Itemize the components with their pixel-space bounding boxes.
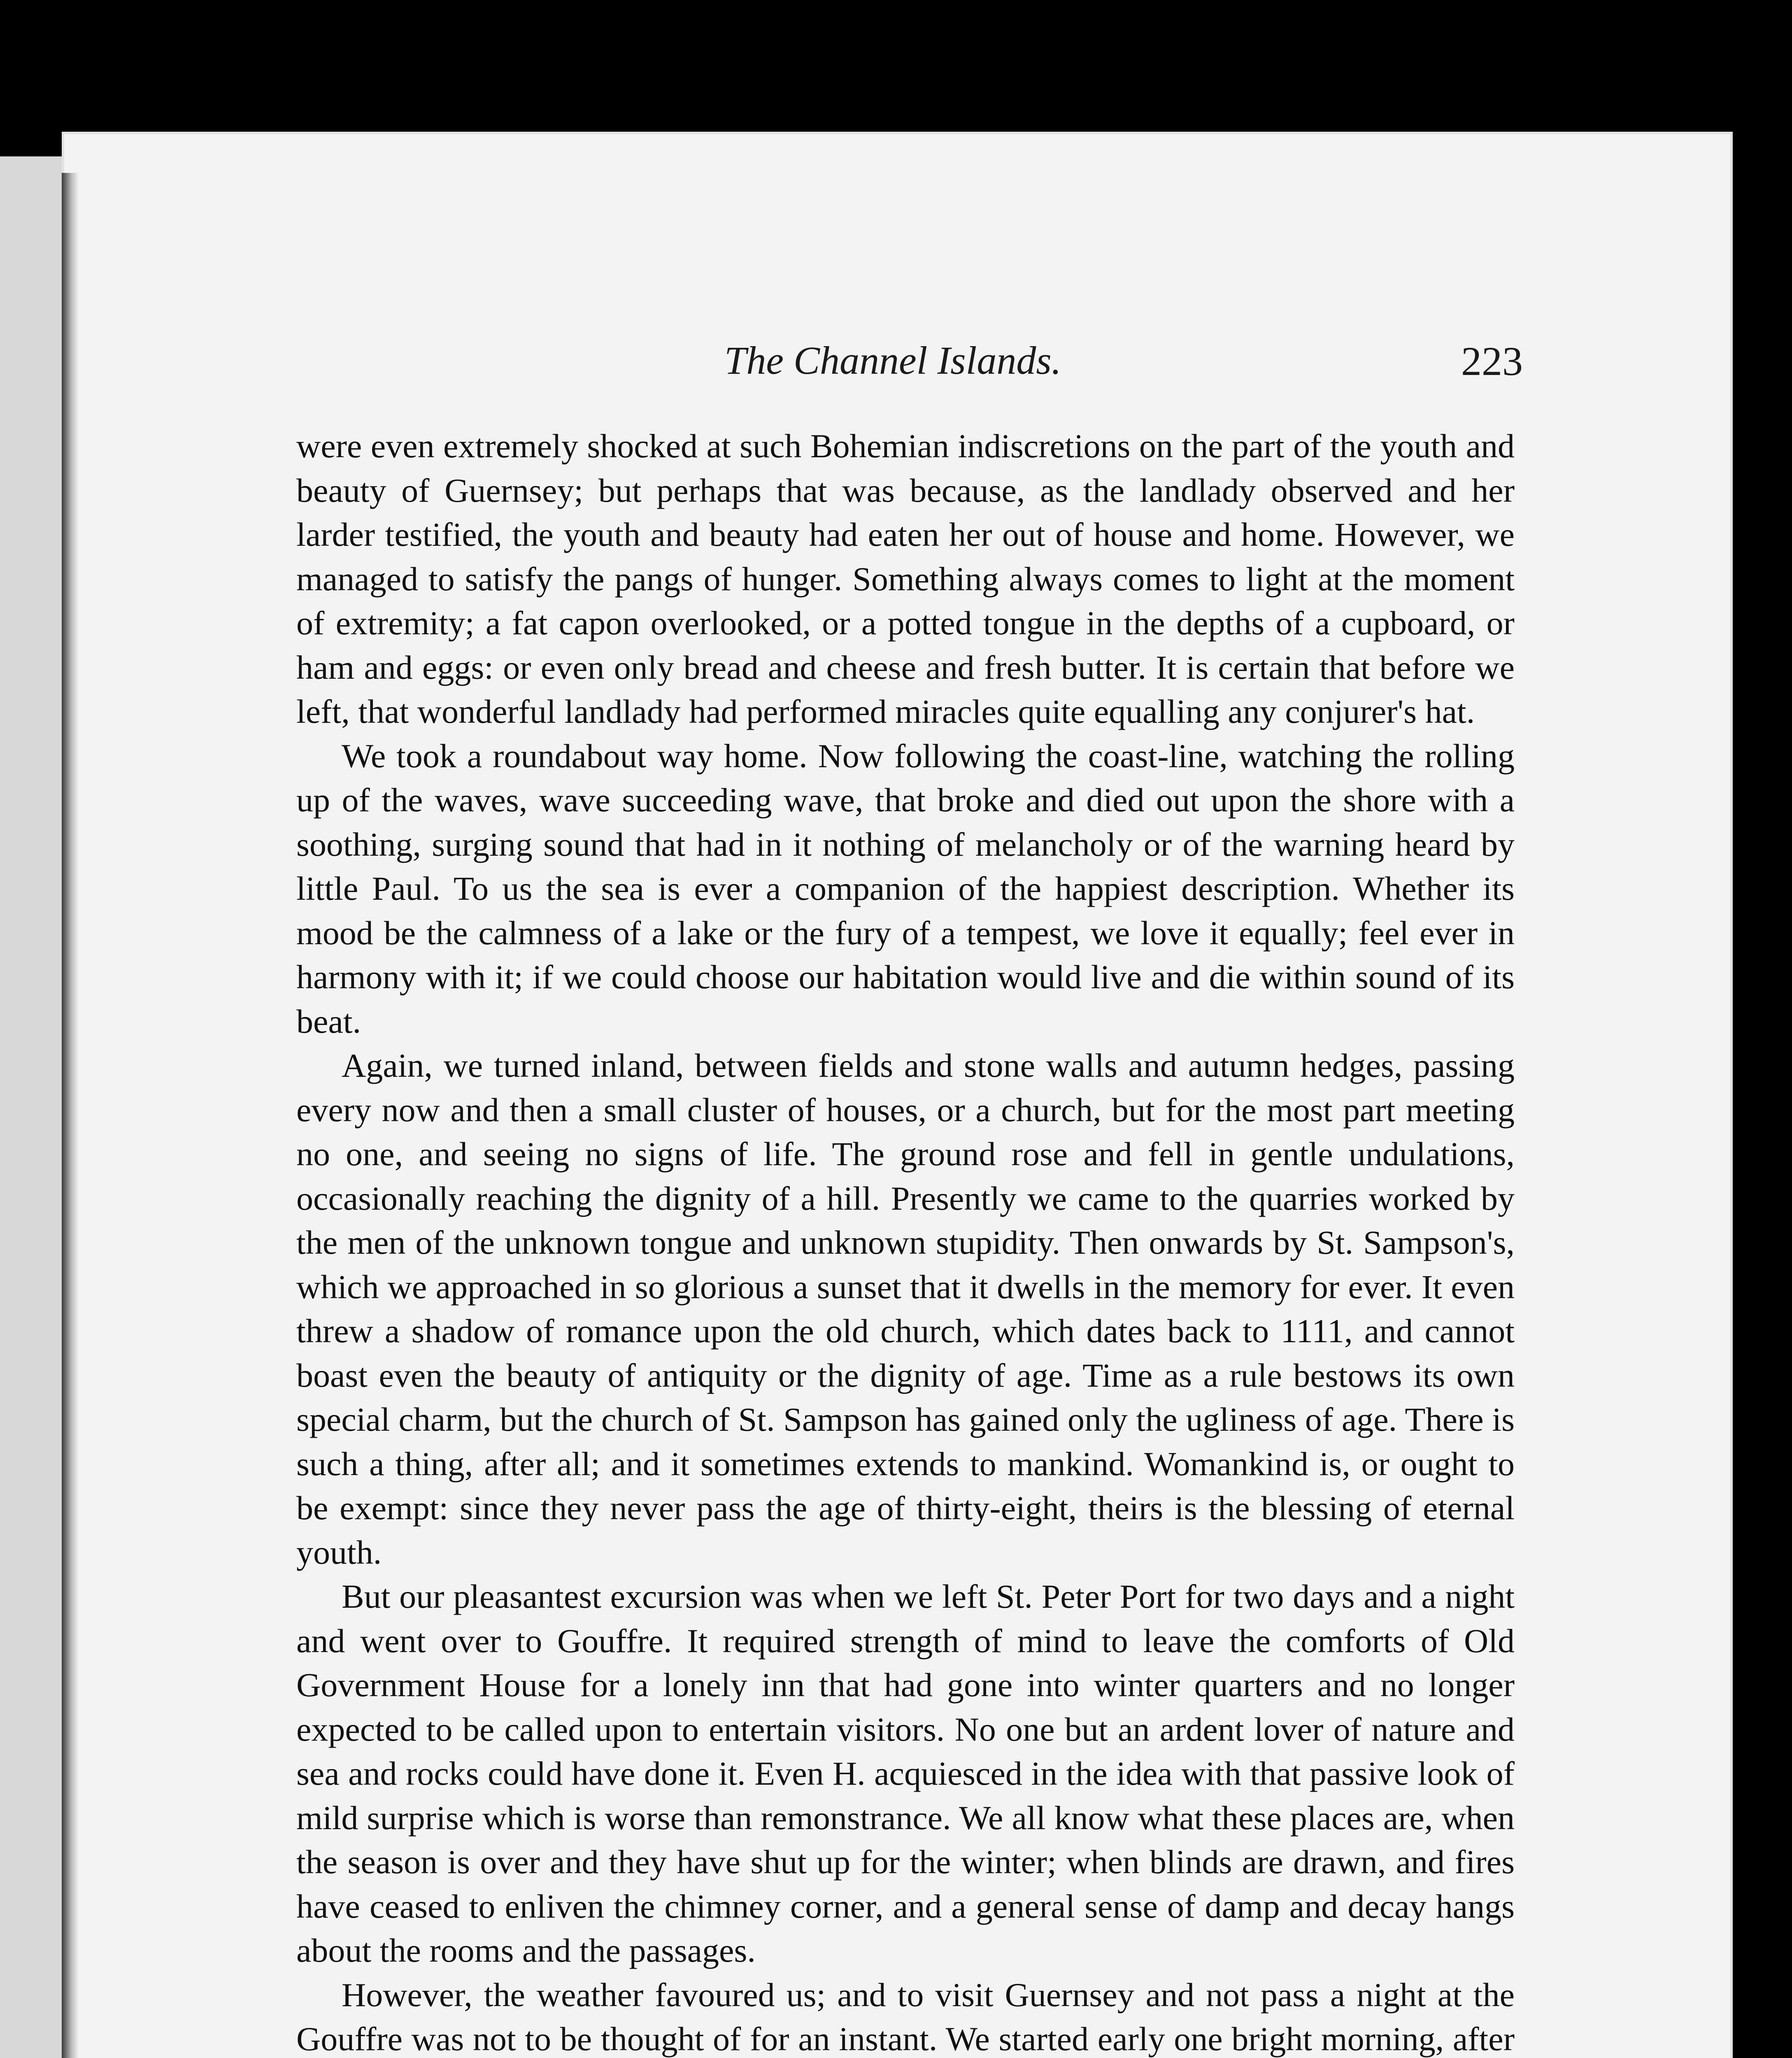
facing-page-edge — [0, 156, 62, 2058]
page-number: 223 — [1461, 338, 1523, 384]
page-gutter — [62, 173, 78, 2058]
body-text — [296, 424, 1515, 2058]
running-head — [296, 338, 1523, 395]
paragraph: We took a roundabout way home. Now following the coast-line, watching the rolling up of the waves, wave succeeding wave, that broke and died out upon the shore with a soothing, surging sound that had in it nothing of melancholy or of the warning heard by little Paul. To us the sea is ever a companion of the happiest description. Whether its mood be the calmness of a lake or the fury of a tempest, we love it equally; feel ever in harmony with it; if we could choose our habitation would live and die within sound of its beat. — [296, 737, 1515, 1040]
paragraph: Again, we turned inland, between fields and stone walls and autumn hedges, passing every now and then a small cluster of houses, or a church, but for the most part meeting no one, and seeing no signs of life. The ground rose and fell in gentle undulations, occasionally reaching the dignity of a hill. Presently we came to the quarries worked by the men of the unknown tongue and unknown stupidity. Then onwards by St. Sampson's, which we approached in so glorious a sunset that it dwells in the memory for ever. It even threw a shadow of romance upon the old church, which dates back to 1111, and cannot boast even the beauty of antiquity or the dignity of age. Time as a rule bestows its own special charm, but the church of St. Sampson has gained only the ugliness of age. There is such a thing, after all; and it sometimes extends to mankind. Womankind is, or ought to be exempt: since they never pass the age of thirty-eight, theirs is the blessing of eternal youth. — [296, 1047, 1515, 1571]
paragraph-continued: were even extremely shocked at such Bohemian indiscretions on the part of the youth and beauty of Guernsey; but perhaps that was because, as the landlady observed and her larder testified, the youth and beauty had eaten her out of house and home. However, we managed to satisfy the pangs of hunger. Something always comes to light at the moment of extremity; a fat capon overlooked, or a potted tongue in the depths of a cupboard, or ham and eggs: or even only bread and cheese and fresh butter. It is certain that before we left, that wonderful landlady had performed miracles quite equalling any conjurer's hat. — [296, 427, 1515, 730]
running-head-title: The Channel Islands. — [724, 338, 1061, 382]
paragraph: However, the weather favoured us; and to visit Guernsey and not pass a night at the Gouffre was not to be thought of for an instant. We started early one bright morning, after — [296, 1976, 1515, 2058]
paragraph: But our pleasantest excursion was when we left St. Peter Port for two days and a night and went over to Gouffre. It required strength of mind to leave the comforts of Old Government House for a lonely inn that had gone into winter quarters and no longer expected to be called upon to entertain visitors. No one but an ardent lover of nature and sea and rocks could have done it. Even H. acquiesced in the idea with that passive look of mild surprise which is worse than remonstrance. We all know what these places are, when the season is over and they have shut up for the winter; when blinds are drawn, and fires have ceased to enliven the chimney corner, and a general sense of damp and decay hangs about the rooms and the passages. — [296, 1578, 1515, 1969]
